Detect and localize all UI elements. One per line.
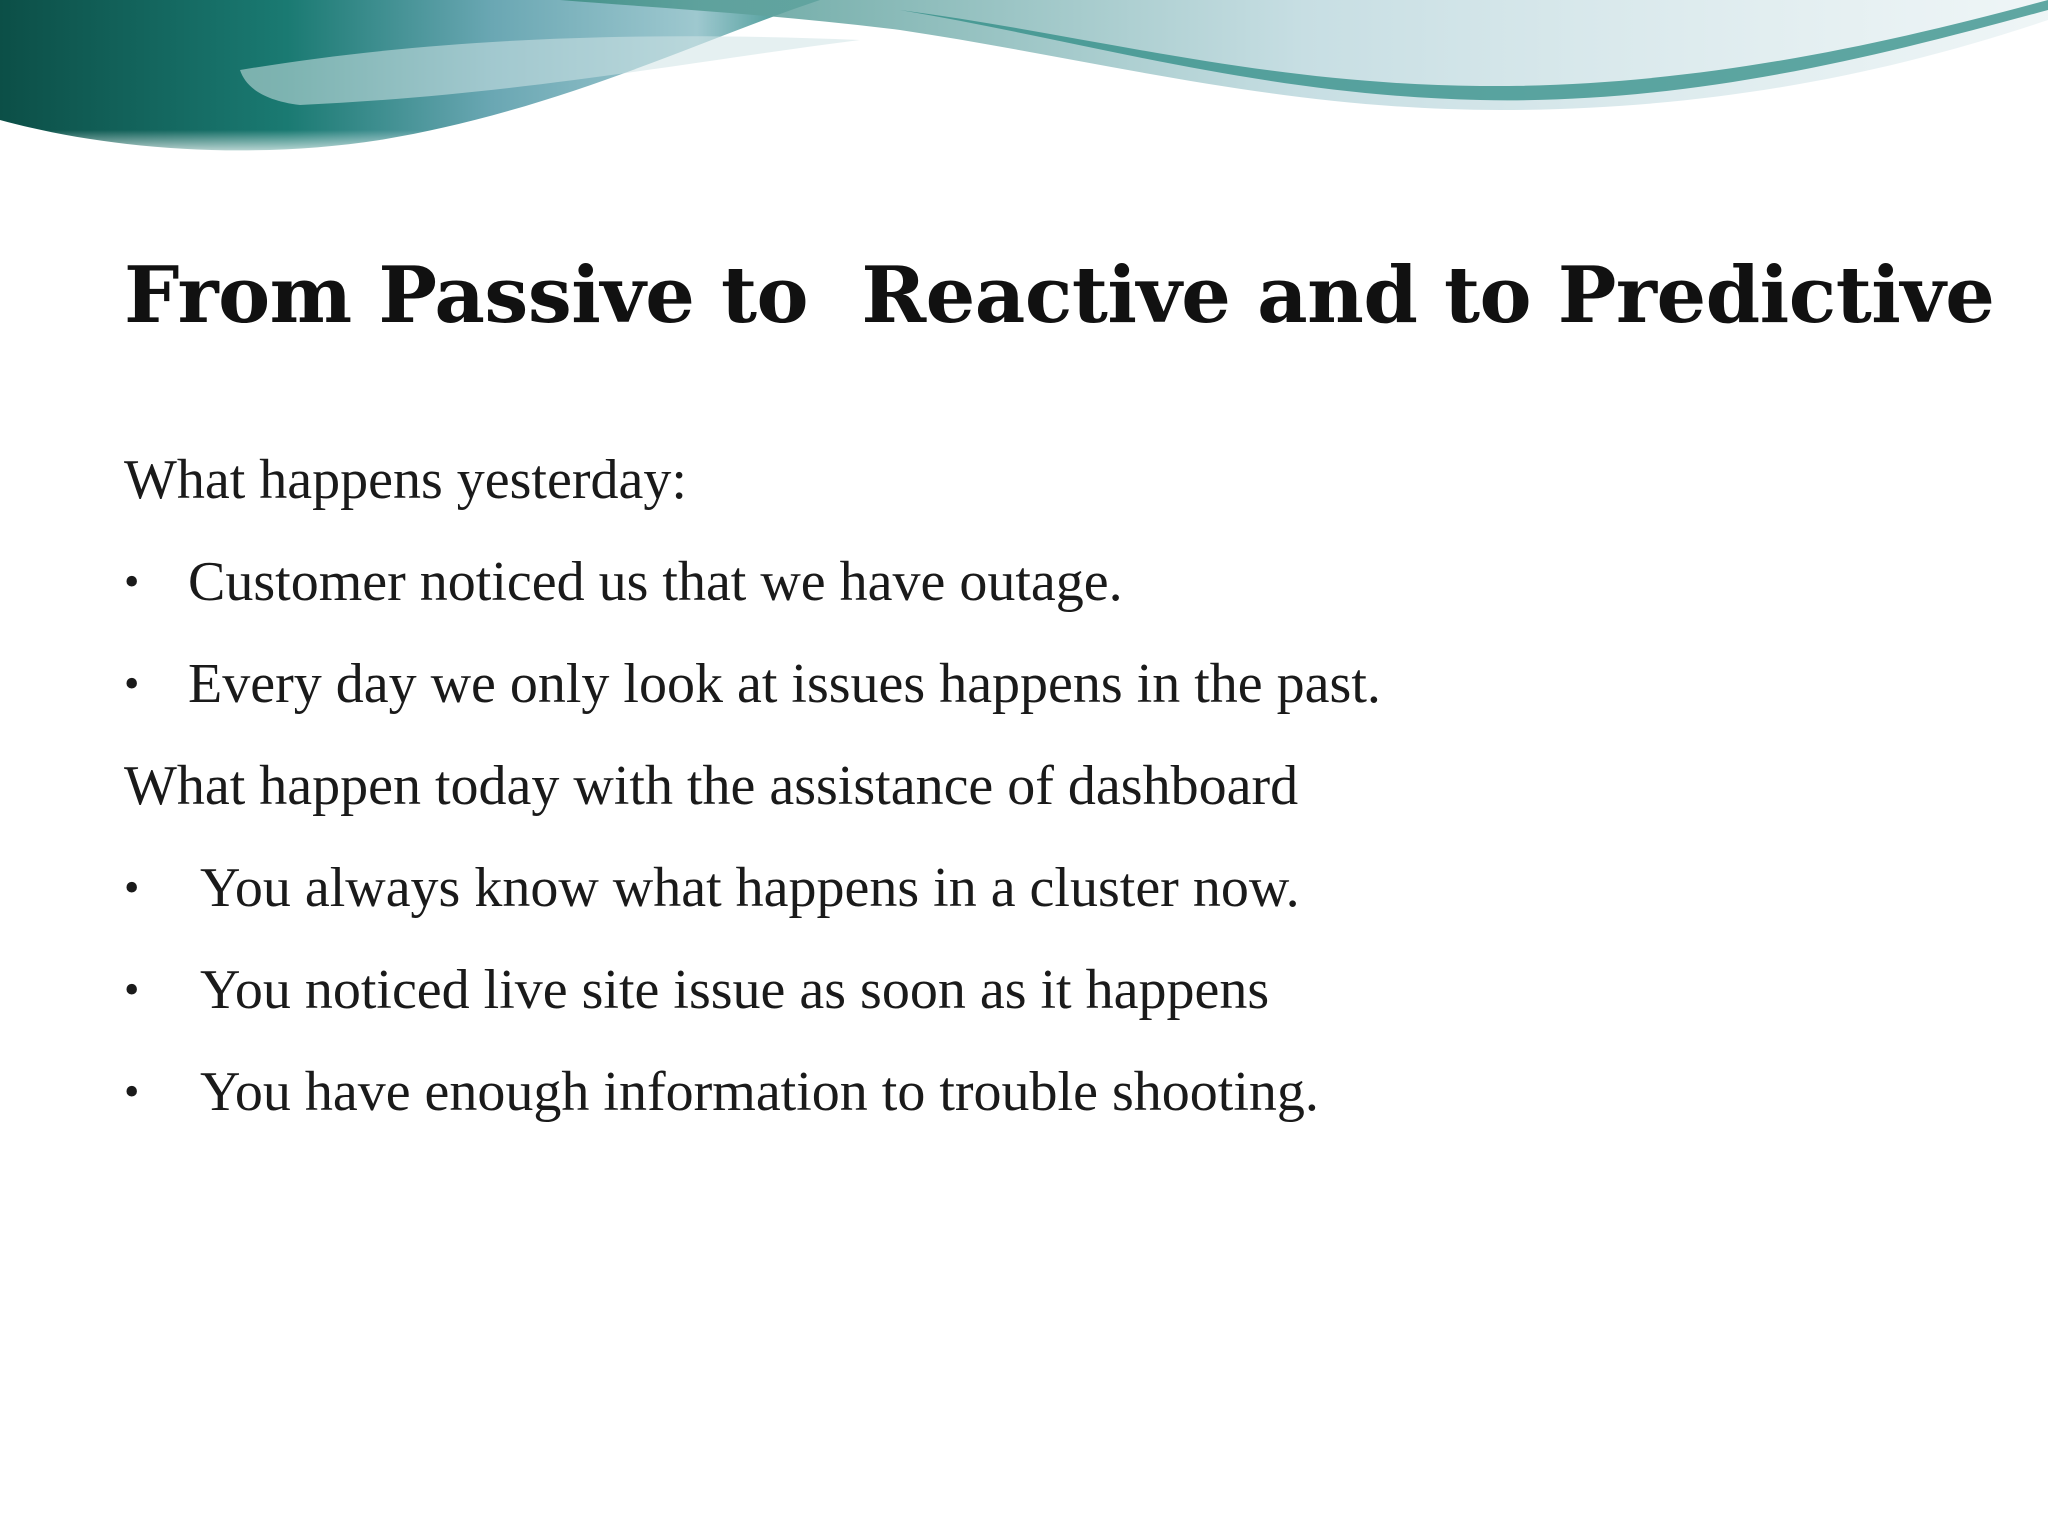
section-heading: What happen today with the assistance of dashboard bbox=[124, 755, 1299, 817]
bullet-icon: • bbox=[124, 965, 140, 1014]
bullet-item bbox=[124, 850, 1924, 952]
bullet-text: You always know what happens in a cluster now. bbox=[200, 857, 1300, 919]
bullet-icon: • bbox=[124, 659, 140, 708]
bullet-icon: • bbox=[124, 863, 140, 912]
bullet-text: You have enough information to trouble shooting. bbox=[200, 1061, 1319, 1123]
bullet-item bbox=[124, 952, 1924, 1054]
bullet-text: Every day we only look at issues happens in the past. bbox=[188, 653, 1381, 715]
bullet-item bbox=[124, 1054, 1924, 1156]
bullet-item bbox=[124, 646, 1924, 748]
slide-title: From Passive to Reactive and to Predictive bbox=[124, 250, 1995, 341]
bullet-text: You noticed live site issue as soon as it happens bbox=[200, 959, 1270, 1021]
slide-body bbox=[124, 442, 1924, 1156]
wave-banner bbox=[0, 0, 2048, 160]
bullet-icon: • bbox=[124, 1067, 140, 1116]
bullet-text: Customer noticed us that we have outage. bbox=[188, 551, 1123, 613]
bullet-icon: • bbox=[124, 557, 140, 606]
bullet-item bbox=[124, 544, 1924, 646]
section-heading: What happens yesterday: bbox=[124, 449, 687, 511]
